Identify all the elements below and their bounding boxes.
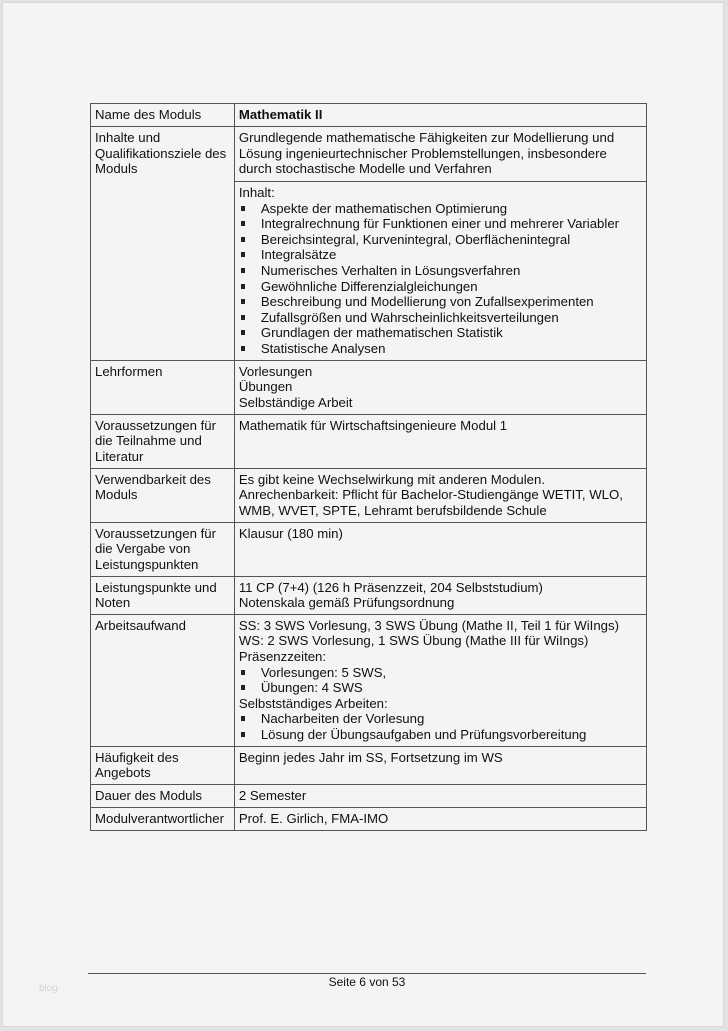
row-label: Verwendbarkeit des Moduls [91,468,235,522]
table-row-frequency [91,746,647,784]
module-title: Mathematik II [238,107,323,122]
list-item: Integralsätze [239,247,642,263]
row-label: Inhalte und Qualifikationsziele des Moduls [91,127,235,361]
watermark: blog [39,983,58,994]
contents-heading: Inhalt: [238,185,275,200]
row-value: SS: 3 SWS Vorlesung, 3 SWS Übung (Mathe II, Teil 1 für WiIngs) WS: 2 SWS Vorlesung, 1 SWS Übung (Mathe III für WiIngs) Präsenzzeiten: Vorlesungen: 5 SWS, Übungen: 4 SWS Selbstständiges Arbeiten: Nacharbeiten der Vorlesung Lösung der Übungsaufgaben und Prüfungsvorbereitung [234,614,646,746]
row-label: Arbeitsaufwand [91,614,235,746]
row-value: 11 CP (7+4) (126 h Präsenzzeit, 204 Selbststudium) Notenskala gemäß Prüfungsordnung [234,576,646,614]
row-value: Klausur (180 min) [234,522,646,576]
self-study-list [239,711,642,742]
page-number: Seite 6 von 53 [328,975,406,989]
table-row-workload [91,614,647,746]
list-item: Bereichsintegral, Kurvenintegral, Oberflächenintegral [239,232,642,248]
list-item: Numerisches Verhalten in Lösungsverfahren [239,263,642,279]
self-study-heading: Selbstständiges Arbeiten: [238,695,388,711]
goals-text: Grundlegende mathematische Fähigkeiten zur Modellierung und Lösung ingenieurtechnischer Problemstellungen, insbesondere durch stochastische Modelle und Verfahren [234,127,646,182]
table-row-teaching-forms [91,360,647,414]
row-value: 2 Semester [234,784,646,807]
document-page [2,2,724,1027]
list-item: Lösung der Übungsaufgaben und Prüfungsvorbereitung [239,727,642,743]
list-item: Beschreibung und Modellierung von Zufallsexperimenten [239,294,642,310]
list-item: Integralrechnung für Funktionen einer und mehrerer Variabler [239,216,642,232]
table-row-contents-goals [91,127,647,182]
row-label: Modulverantwortlicher [91,807,235,830]
row-value: Beginn jedes Jahr im SS, Fortsetzung im WS [234,746,646,784]
table-row-module-lead [91,807,647,830]
table-row-credit-prerequisites [91,522,647,576]
row-value: Mathematik für Wirtschaftsingenieure Modul 1 [234,414,646,468]
list-item: Nacharbeiten der Vorlesung [239,711,642,727]
table-row-credits-grades [91,576,647,614]
row-label: Voraussetzungen für die Vergabe von Leistungspunkten [91,522,235,576]
list-item: Gewöhnliche Differenzialgleichungen [239,279,642,295]
contents-list-cell [234,182,646,361]
row-value: Prof. E. Girlich, FMA-IMO [234,807,646,830]
attendance-list [239,665,642,696]
row-value: Es gibt keine Wechselwirkung mit anderen Modulen. Anrechenbarkeit: Pflicht für Bachelor-Studiengänge WETIT, WLO, WMB, WVET, SPTE, Lehramt berufsbildende Schule [234,468,646,522]
footer-divider [88,973,646,974]
attendance-heading: Präsenzzeiten: [238,648,327,664]
row-label: Lehrformen [91,360,235,414]
row-label: Name des Moduls [91,104,235,127]
row-label: Häufigkeit des Angebots [91,746,235,784]
table-row-duration [91,784,647,807]
row-label: Voraussetzungen für die Teilnahme und Literatur [91,414,235,468]
row-label: Dauer des Moduls [91,784,235,807]
module-description-table [90,103,647,831]
table-row-module-name [91,104,647,127]
list-item: Übungen: 4 SWS [239,680,642,696]
list-item: Vorlesungen: 5 SWS, [239,665,642,681]
row-value [234,104,646,127]
row-value: Vorlesungen Übungen Selbständige Arbeit [234,360,646,414]
list-item: Grundlagen der mathematischen Statistik [239,325,642,341]
table-row-applicability [91,468,647,522]
list-item: Statistische Analysen [239,341,642,357]
table-row-participation-prerequisites [91,414,647,468]
list-item: Zufallsgrößen und Wahrscheinlichkeitsverteilungen [239,310,642,326]
row-label: Leistungspunkte und Noten [91,576,235,614]
list-item: Aspekte der mathematischen Optimierung [239,201,642,217]
contents-list [239,201,642,357]
